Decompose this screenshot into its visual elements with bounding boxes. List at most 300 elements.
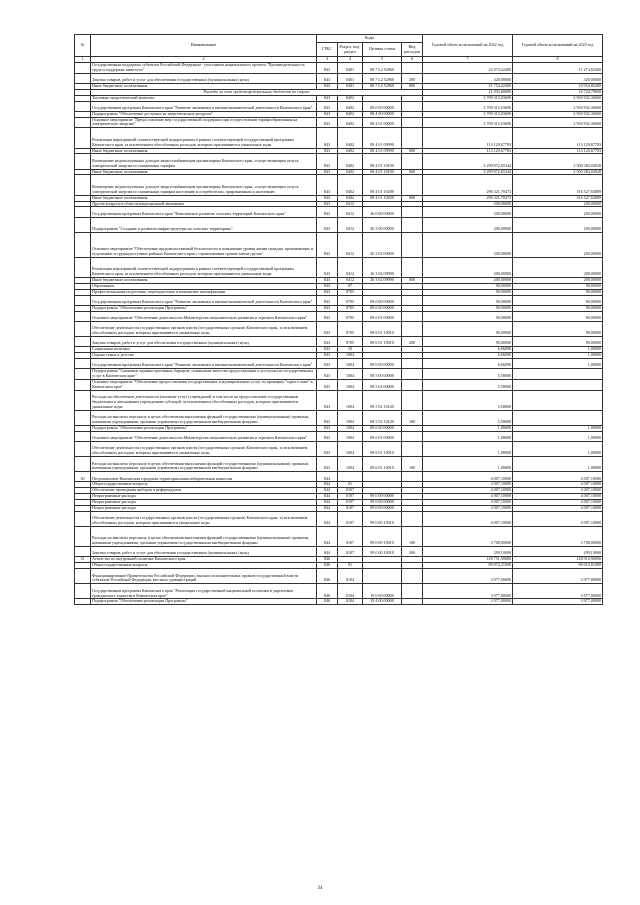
cell-section: 0107 [338, 511, 363, 526]
cell-target-article: 08 7 L2 52860 [363, 62, 402, 73]
table-row [75, 337, 603, 347]
cell-section: 1004 [338, 359, 363, 369]
cell-section: 1004 [338, 369, 363, 380]
cell-amount-2023 [513, 369, 603, 380]
cell-amount-2023: 11 274,82400 [513, 62, 603, 73]
header-col-num: 6 [402, 57, 423, 63]
cell-target-article: 99 0 00 00000 [363, 506, 402, 512]
cell-name: Непрограммные расходы [91, 506, 317, 512]
cell-name: Закупка товаров, работ и услуг для обеспечения государственных (муниципальных) нужд [91, 337, 317, 347]
cell-amount-2023: 200,00000 [513, 207, 603, 217]
cell-amount-2023: 128 910,90000 [513, 557, 603, 563]
cell-name: Подпрограмма "Обеспечение реализации Программы" [91, 599, 317, 605]
cell-grbs: 843 [317, 284, 338, 290]
table-row [75, 584, 603, 599]
cell-amount-2023: 3 500 384,04928 [513, 154, 603, 169]
cell-section: 0107 [338, 494, 363, 500]
cell-no [75, 217, 91, 232]
cell-name: Иные бюджетные ассигнования [91, 278, 317, 284]
cell-amount-2022: 113 120,67783 [423, 128, 513, 148]
table-row [75, 154, 603, 169]
cell-expense-type [402, 232, 423, 257]
cell-amount-2022: 21 754,22400 [423, 83, 513, 89]
cell-name: Возмещение недополученных доходов энергоснабжающим организациям Камчатского края, осуществляющим отпуск электрической энергии по сниженным тарифам населению и потребителям, приравненным к населению [91, 175, 317, 195]
cell-name: Основное мероприятие "Обеспечение продовольственной безопасности и повышение уровня жизни граждан, проживающих в отдаленных и труднодоступных районах Камчатского края с ограниченным сроком завоза грузов" [91, 232, 317, 257]
header-grbs: ГРБС [317, 43, 338, 57]
cell-amount-2022: 90,00000 [423, 289, 513, 295]
cell-grbs: 843 [317, 101, 338, 111]
table-row [75, 527, 603, 547]
cell-amount-2023: 1,08000 [513, 431, 603, 441]
cell-section: 0705 [338, 321, 363, 336]
cell-amount-2023: 1,08000 [513, 442, 603, 457]
cell-amount-2023: 299,10000 [513, 547, 603, 557]
cell-name: Подпрограмма "Обеспечение доступности энергетических ресурсов" [91, 111, 317, 117]
cell-target-article: 08 6 01 00000 [363, 311, 402, 321]
cell-grbs: 843 [317, 148, 338, 154]
cell-expense-type [402, 154, 423, 169]
cell-expense-type [402, 175, 423, 195]
table-row [75, 321, 603, 336]
cell-amount-2023: 3 930 932,36600 [513, 101, 603, 111]
cell-amount-2022: 4 007,10000 [423, 472, 513, 482]
cell-name: Расходы за счет средств федерального бюджета по строке [91, 89, 423, 95]
cell-amount-2023: 4 007,10000 [513, 482, 603, 488]
cell-name: Социальная политика [91, 347, 317, 353]
cell-amount-2022: 4 007,10000 [423, 482, 513, 488]
cell-section: 0705 [338, 337, 363, 347]
cell-grbs: 843 [317, 207, 338, 217]
cell-name: Закупка товаров, работ и услуг для обеспечения государственных (муниципальных) нужд [91, 73, 317, 83]
cell-expense-type [402, 128, 423, 148]
cell-no [75, 175, 91, 195]
cell-target-article: 08 4 01 09990 [363, 128, 402, 148]
table-row [75, 73, 603, 83]
cell-no [75, 128, 91, 148]
cell-target-article: 08 5 02 10140 [363, 410, 402, 425]
cell-grbs: 846 [317, 563, 338, 569]
cell-amount-2023: 1,08000 [513, 426, 603, 432]
cell-amount-2022: 200,00000 [423, 201, 513, 207]
cell-amount-2022: 3 299 872,65344 [423, 169, 513, 175]
cell-grbs: 843 [317, 95, 338, 101]
cell-section: 0412 [338, 232, 363, 257]
cell-grbs: 843 [317, 257, 338, 277]
header-col-num: 7 [423, 57, 513, 63]
cell-target-article: 08 6 01 10010 [363, 337, 402, 347]
cell-amount-2023: 90,00000 [513, 295, 603, 305]
cell-amount-2022: 1,08000 [423, 426, 513, 432]
cell-target-article: 08 4 00 00000 [363, 111, 402, 117]
cell-section: 0402 [338, 154, 363, 169]
cell-expense-type [402, 101, 423, 111]
cell-target-article: 08 4 01 10200 [363, 175, 402, 195]
cell-section: 0402 [338, 117, 363, 128]
cell-name: Иные бюджетные ассигнования [91, 169, 317, 175]
cell-amount-2022: 5,58000 [423, 379, 513, 390]
cell-no [75, 379, 91, 390]
cell-no [75, 101, 91, 111]
cell-grbs: 843 [317, 321, 338, 336]
header-codes: Коды [317, 35, 423, 43]
cell-amount-2022: 3 709 315,03600 [423, 111, 513, 117]
cell-grbs: 843 [317, 169, 338, 175]
cell-expense-type [402, 311, 423, 321]
cell-name: Непрограммные расходы [91, 500, 317, 506]
cell-amount-2022: 3 299 872,65344 [423, 154, 513, 169]
cell-target-article: 19 0 00 00000 [363, 584, 402, 599]
cell-grbs: 843 [317, 369, 338, 380]
cell-target-article: 08 0 00 00000 [363, 359, 402, 369]
cell-section: 0107 [338, 506, 363, 512]
cell-grbs: 843 [317, 201, 338, 207]
cell-grbs: 843 [317, 305, 338, 311]
cell-grbs: 843 [317, 359, 338, 369]
cell-target-article: 99 0 00 00000 [363, 500, 402, 506]
cell-no [75, 311, 91, 321]
cell-name: Образование [91, 284, 317, 290]
cell-section: 0412 [338, 257, 363, 277]
cell-amount-2022: 6,66000 [423, 353, 513, 359]
cell-amount-2022: 90,00000 [423, 311, 513, 321]
cell-name: Расходы на обеспечение деятельности (оказание услуг) учреждений, в том числе на предоставление государственным бюджетным и автономным учреждениям субсидий, за исключением обособленных расходов, которым присваиваются уникальные коды [91, 390, 317, 410]
cell-grbs: 846 [317, 599, 338, 605]
table-row [75, 232, 603, 257]
cell-section: 1004 [338, 353, 363, 359]
cell-name: Обеспечение проведения выборов и референдумов [91, 488, 317, 494]
cell-amount-2023: 90,00000 [513, 311, 603, 321]
cell-grbs: 844 [317, 506, 338, 512]
header-col-num: 5 [363, 57, 402, 63]
cell-target-article: 99 0 00 10010 [363, 527, 402, 547]
table-row [75, 431, 603, 441]
cell-amount-2023: 4 007,10000 [513, 472, 603, 482]
cell-amount-2023: 1,08000 [513, 347, 603, 353]
cell-name: Основное мероприятие "Обеспечение деятельности Министерства экономического развития и торговли Камчатского края" [91, 311, 317, 321]
cell-target-article: 08 4 01 10190 [363, 154, 402, 169]
cell-amount-2022: 113 120,67783 [423, 148, 513, 154]
cell-section: 1004 [338, 457, 363, 472]
cell-no [75, 359, 91, 369]
cell-expense-type [402, 217, 423, 232]
cell-no [75, 569, 91, 584]
cell-target-article: 08 6 01 10010 [363, 457, 402, 472]
cell-amount-2022: 299,10000 [423, 547, 513, 557]
cell-target-article [363, 569, 402, 584]
cell-no [75, 390, 91, 410]
cell-name: Общегосударственные вопросы [91, 563, 317, 569]
cell-name: Государственная программа Камчатского края "Реализация государственной национальной политики и укрепление гражданского единства в Камчатском крае" [91, 584, 317, 599]
cell-amount-2022: 320,00000 [423, 73, 513, 83]
table-row [75, 410, 603, 425]
cell-grbs: 844 [317, 500, 338, 506]
cell-expense-type [402, 569, 423, 584]
cell-amount-2023: 200,00000 [513, 257, 603, 277]
cell-section: 1004 [338, 442, 363, 457]
cell-amount-2023: 3 930 932,36600 [513, 95, 603, 101]
cell-amount-2023: 90,00000 [513, 289, 603, 295]
cell-expense-type [402, 472, 423, 482]
cell-target-article: 08 0 00 00000 [363, 295, 402, 305]
table-row [75, 359, 603, 369]
cell-section: 0402 [338, 195, 363, 201]
cell-target-article: 26 3 02 09990 [363, 278, 402, 284]
cell-amount-2023: 90,00000 [513, 337, 603, 347]
table-body [75, 62, 603, 604]
cell-name: Профессиональная подготовка, переподготовка и повышение квалификации [91, 289, 317, 295]
cell-name: Возмещение недополученных доходов энергоснабжающим организациям Камчатского края, осуществляющим отпуск электрической энергии по сниженным тарифам [91, 154, 317, 169]
cell-grbs: 843 [317, 195, 338, 201]
cell-target-article: 26 0 00 00000 [363, 207, 402, 217]
cell-amount-2022: 3 709 315,03600 [423, 101, 513, 111]
cell-section: 0705 [338, 289, 363, 295]
cell-amount-2023 [513, 410, 603, 425]
cell-grbs: 843 [317, 295, 338, 305]
cell-name: Государственная программа Камчатского края "Развитие экономики и внешнеэкономической деятельности Камчатского края" [91, 359, 317, 369]
cell-grbs: 843 [317, 457, 338, 472]
cell-amount-2022: 90,00000 [423, 337, 513, 347]
cell-grbs: 846 [317, 584, 338, 599]
cell-name: Иные бюджетные ассигнования [91, 83, 317, 89]
cell-amount-2023: 1,08000 [513, 353, 603, 359]
cell-amount-2023: 1,08000 [513, 457, 603, 472]
budget-table [74, 34, 603, 605]
cell-section: 0402 [338, 169, 363, 175]
cell-amount-2023: 3 977,00000 [513, 584, 603, 599]
cell-grbs: 843 [317, 426, 338, 432]
cell-amount-2022: 200,00000 [423, 207, 513, 217]
table-row [75, 128, 603, 148]
cell-amount-2022: 1,08000 [423, 442, 513, 457]
cell-amount-2022: 3 709 315,03600 [423, 117, 513, 128]
cell-grbs: 846 [317, 557, 338, 563]
cell-expense-type [402, 207, 423, 217]
cell-amount-2023: 90,00000 [513, 284, 603, 290]
cell-target-article [363, 472, 402, 482]
cell-grbs: 843 [317, 442, 338, 457]
cell-amount-2022: 21 933,60000 [423, 89, 513, 95]
cell-amount-2022: 1,08000 [423, 457, 513, 472]
table-row [75, 217, 603, 232]
cell-target-article: 08 4 01 10200 [363, 195, 402, 201]
cell-amount-2023: 200,00000 [513, 217, 603, 232]
cell-name: Расходы на выплаты персоналу в целях обеспечения выполнения функций государственными (муниципальными) органами, казенными учреждениями, органами управления государственными внебюджетными фондами [91, 410, 317, 425]
cell-no [75, 457, 91, 472]
cell-name: Государственная программа Камчатского края "Комплексное развитие сельских территорий Камчатского края" [91, 207, 317, 217]
cell-amount-2022: 90,00000 [423, 321, 513, 336]
cell-grbs: 843 [317, 379, 338, 390]
cell-no [75, 431, 91, 441]
cell-amount-2023: 316 527,63889 [513, 175, 603, 195]
table-row [75, 257, 603, 277]
cell-section: 0402 [338, 128, 363, 148]
cell-amount-2023: 316 527,63889 [513, 195, 603, 201]
cell-section: 0104 [338, 599, 363, 605]
cell-section: 07 [338, 284, 363, 290]
cell-expense-type: 200 [402, 73, 423, 83]
table-row [75, 101, 603, 111]
cell-section: 0705 [338, 295, 363, 305]
table-row [75, 295, 603, 305]
cell-amount-2023: 3 708,00000 [513, 527, 603, 547]
cell-no [75, 232, 91, 257]
cell-no [75, 321, 91, 336]
cell-grbs: 843 [317, 347, 338, 353]
cell-amount-2023: 3 977,00000 [513, 569, 603, 584]
cell-amount-2022: 200,00000 [423, 232, 513, 257]
cell-amount-2023: 4 007,10000 [513, 511, 603, 526]
cell-section: 0107 [338, 500, 363, 506]
cell-amount-2022: 128 751,90000 [423, 557, 513, 563]
header-col-num: 2 [91, 57, 317, 63]
cell-name: Государственная программа Камчатского края "Развитие экономики и внешнеэкономической деятельности Камчатского края" [91, 101, 317, 111]
cell-name: Обеспечение деятельности государственных органов власти (государственных органов) Камчатского края, за исключением обособленных расходов, которым присваиваются уникальные коды [91, 511, 317, 526]
cell-name: Подпрограмма "Обеспечение реализации Программы" [91, 426, 317, 432]
cell-target-article: 08 0 00 00000 [363, 101, 402, 111]
cell-amount-2022: 200,00000 [423, 217, 513, 232]
cell-section: 0412 [338, 207, 363, 217]
cell-section: 01 [338, 563, 363, 569]
cell-no: 30 [75, 472, 91, 482]
cell-amount-2022: 5,58000 [423, 410, 513, 425]
cell-amount-2022: 6,66000 [423, 359, 513, 369]
cell-name: Закупка товаров, работ и услуг для обеспечения государственных (муниципальных) нужд [91, 547, 317, 557]
cell-grbs: 843 [317, 353, 338, 359]
header-name: Наименование [91, 35, 317, 57]
cell-amount-2023: 320,00000 [513, 73, 603, 83]
cell-name: Основное мероприятие "Обеспечение предоставления государственных и муниципальных услуг по принципу "одного окна" в Камчатском крае" [91, 379, 317, 390]
cell-grbs: 843 [317, 154, 338, 169]
cell-grbs: 843 [317, 62, 338, 73]
cell-amount-2022: 6,66000 [423, 347, 513, 353]
cell-name: Государственная программа Камчатского края "Развитие экономики и внешнеэкономической деятельности Камчатского края" [91, 295, 317, 305]
table-row [75, 472, 603, 482]
cell-amount-2022: 90,00000 [423, 305, 513, 311]
cell-name: Иные бюджетные ассигнования [91, 148, 317, 154]
table-row [75, 390, 603, 410]
cell-amount-2022: 296 321,70473 [423, 175, 513, 195]
cell-amount-2022: 3 708,00000 [423, 527, 513, 547]
cell-amount-2023: 3 500 384,04928 [513, 169, 603, 175]
cell-amount-2023 [513, 379, 603, 390]
cell-expense-type: 100 [402, 527, 423, 547]
cell-grbs: 844 [317, 488, 338, 494]
table-row [75, 62, 603, 73]
cell-target-article: 08 6 01 10010 [363, 321, 402, 336]
cell-amount-2022: 200,00000 [423, 278, 513, 284]
cell-grbs: 843 [317, 217, 338, 232]
cell-expense-type [402, 369, 423, 380]
cell-amount-2022: 89 974,21000 [423, 563, 513, 569]
header-col-num: 4 [338, 57, 363, 63]
cell-grbs: 843 [317, 431, 338, 441]
cell-section: 0402 [338, 148, 363, 154]
cell-section: 1004 [338, 426, 363, 432]
cell-amount-2022: 4 007,10000 [423, 511, 513, 526]
header-year-2023: Годовой объем ассигнований на 2023 год [513, 35, 603, 57]
cell-expense-type [402, 442, 423, 457]
cell-grbs: 843 [317, 128, 338, 148]
cell-no: 31 [75, 557, 91, 563]
cell-target-article: 99 0 00 10010 [363, 511, 402, 526]
cell-name: Обеспечение деятельности государственных органов власти (государственных органов) Камчатского края, за исключением обособленных расходов, которым присваиваются уникальные коды [91, 321, 317, 336]
cell-amount-2023: 200,00000 [513, 201, 603, 207]
table-row [75, 311, 603, 321]
cell-section: 0412 [338, 278, 363, 284]
cell-expense-type: 800 [402, 169, 423, 175]
cell-amount-2023: 90,00000 [513, 321, 603, 336]
cell-section: 0401 [338, 62, 363, 73]
table-row [75, 511, 603, 526]
cell-section: 1004 [338, 390, 363, 410]
cell-section: 0412 [338, 217, 363, 232]
cell-grbs: 843 [317, 278, 338, 284]
cell-no [75, 369, 91, 380]
table-row [75, 379, 603, 390]
cell-amount-2022: 4 007,10000 [423, 488, 513, 494]
cell-grbs: 844 [317, 494, 338, 500]
cell-expense-type [402, 584, 423, 599]
cell-no [75, 295, 91, 305]
cell-grbs: 844 [317, 527, 338, 547]
cell-amount-2023: 4 007,10000 [513, 494, 603, 500]
cell-grbs: 843 [317, 83, 338, 89]
cell-amount-2023: 4 007,10000 [513, 488, 603, 494]
cell-expense-type: 100 [402, 457, 423, 472]
table-row [75, 547, 603, 557]
cell-amount-2022: 5,58000 [423, 369, 513, 380]
table-row [75, 599, 603, 605]
cell-name: Расходы на выплаты персоналу в целях обеспечения выполнения функций государственными (муниципальными) органами, казенными учреждениями, органами управления государственными внебюджетными фондами [91, 527, 317, 547]
cell-target-article: 99 0 00 00000 [363, 494, 402, 500]
cell-amount-2023: 3 977,00000 [513, 599, 603, 605]
table-row [75, 457, 603, 472]
cell-target-article: 19 4 00 00000 [363, 599, 402, 605]
cell-target-article: 08 7 L2 52860 [363, 83, 402, 89]
header-no: № [75, 35, 91, 57]
cell-target-article: 99 0 00 10010 [363, 547, 402, 557]
cell-amount-2023: 10 954,82400 [513, 83, 603, 89]
cell-no [75, 584, 91, 599]
table-row [75, 442, 603, 457]
cell-expense-type [402, 257, 423, 277]
cell-section: 0107 [338, 527, 363, 547]
cell-name: Подпрограмма "Создание и развитие инфраструктуры на сельских территориях" [91, 217, 317, 232]
cell-amount-2023: 113 120,67783 [513, 148, 603, 154]
cell-name: Реализация мероприятий соответствующей подпрограммы в рамках соответствующей государственной программы Камчатского края, за исключением обособленных расходов, которым присваиваются уникальные коды [91, 128, 317, 148]
cell-grbs: 844 [317, 547, 338, 557]
cell-section: 0401 [338, 73, 363, 83]
cell-name: Непрограммные расходы [91, 494, 317, 500]
cell-target-article: 08 5 00 00000 [363, 369, 402, 380]
cell-name: Основное мероприятие "Обеспечение деятельности Министерства экономического развития и торговли Камчатского края" [91, 431, 317, 441]
cell-target-article: 08 6 00 00000 [363, 305, 402, 311]
table-row [75, 117, 603, 128]
cell-section: 0705 [338, 305, 363, 311]
cell-amount-2023: 113 120,67783 [513, 128, 603, 148]
cell-name: Общегосударственные вопросы [91, 482, 317, 488]
cell-grbs: 846 [317, 569, 338, 584]
cell-grbs: 843 [317, 117, 338, 128]
table-row [75, 207, 603, 217]
cell-name: Другие вопросы в области национальной экономики [91, 201, 317, 207]
cell-amount-2022: 4 007,10000 [423, 500, 513, 506]
cell-section [338, 472, 363, 482]
cell-target-article: 08 5 02 00000 [363, 379, 402, 390]
cell-name: Обеспечение деятельности государственных органов власти (государственных органов) Камчатского края, за исключением обособленных расходов, которым присваиваются уникальные коды [91, 442, 317, 457]
cell-amount-2023: 4 007,10000 [513, 500, 603, 506]
cell-amount-2023: 10 724,79000 [513, 89, 603, 95]
